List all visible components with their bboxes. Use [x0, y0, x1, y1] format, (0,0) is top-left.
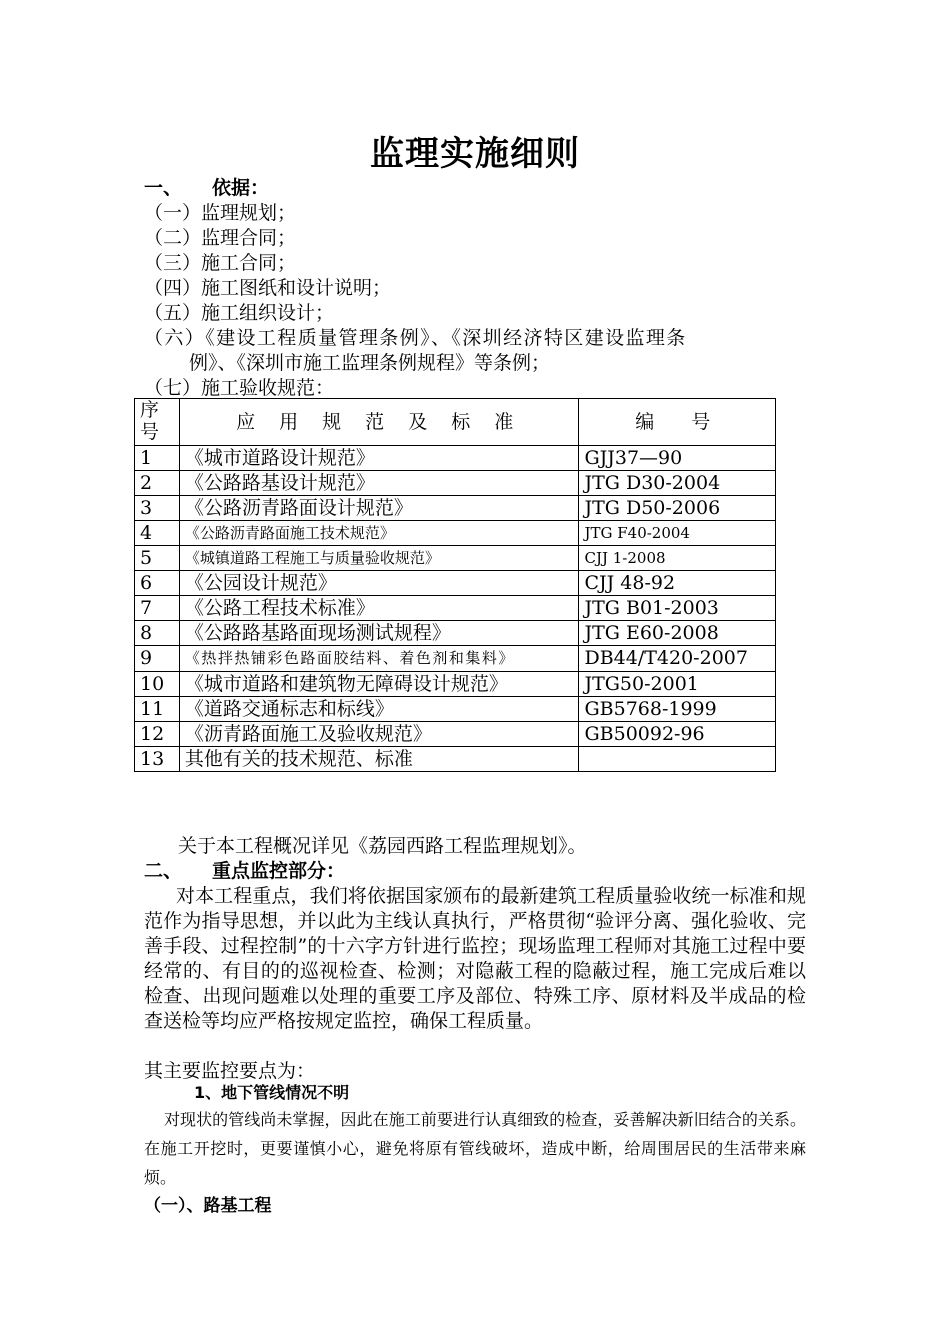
row-standard: 《公路路基设计规范》: [179, 471, 579, 496]
row-no: 6: [135, 571, 180, 596]
row-code: JTG D30-2004: [579, 471, 776, 496]
row-code: GB50092-96: [579, 722, 776, 747]
row-no: 2: [135, 471, 180, 496]
row-standard: 《沥青路面施工及验收规范》: [179, 722, 579, 747]
section-2-heading: [144, 859, 345, 884]
basis-item-7: （七）施工验收规范：: [144, 377, 335, 399]
basis-item-1: （一）监理规划；: [144, 202, 297, 224]
section-1-heading: [144, 176, 269, 201]
row-code: CJJ 1-2008: [579, 546, 776, 571]
basis-item-6: （六）《建设工程质量管理条例》、《深圳经济特区建设监理条: [144, 327, 687, 349]
table-row: [135, 446, 776, 471]
row-code: DB44/T420-2007: [579, 646, 776, 672]
section-2-paragraph: 对本工程重点，我们将依据国家颁布的最新建筑工程质量验收统一标准和规范作为指导思想，并以此为主线认真执行，严格贯彻“验评分离、强化验收、完善手段、过程控制”的十六字方针进行监控；现场监理工程师对其施工过程中要经常的、有目的的巡视检查、检测；对隐蔽工程的隐蔽过程，施工完成后难以检查、出现问题难以处理的重要工序及部位、特殊工序、原材料及半成品的检查送检等均应严格按规定监控，确保工程质量。: [144, 885, 806, 1032]
table-row: [135, 646, 776, 672]
row-no: 12: [135, 722, 180, 747]
table-row: [135, 672, 776, 697]
table-row: [135, 697, 776, 722]
row-no: 13: [135, 747, 180, 772]
row-standard: 其他有关的技术规范、标准: [179, 747, 579, 772]
section-2-title: 重点监控部分：: [212, 860, 346, 882]
row-no: 3: [135, 496, 180, 521]
row-no: 5: [135, 546, 180, 571]
row-standard: 《城市道路和建筑物无障碍设计规范》: [179, 672, 579, 697]
row-code: JTG F40-2004: [579, 521, 776, 546]
row-standard: 《公路路基路面现场测试规程》: [179, 621, 579, 646]
row-code: GJJ37—90: [579, 446, 776, 471]
row-standard: 《城镇道路工程施工与质量验收规范》: [179, 546, 579, 571]
row-no: 9: [135, 646, 180, 672]
row-standard: 《公路沥青路面施工技术规范》: [179, 521, 579, 546]
row-code: GB5768-1999: [579, 697, 776, 722]
table-row: [135, 596, 776, 621]
basis-item-4: （四）施工图纸和设计说明；: [144, 277, 392, 299]
row-standard: 《热拌热铺彩色路面胶结料、着色剂和集料》: [179, 646, 579, 672]
section-1-number: 一、: [144, 177, 183, 199]
table-row: [135, 496, 776, 521]
standards-table: [134, 398, 776, 772]
table-row: [135, 722, 776, 747]
subsection-roadbed: （一）、路基工程: [144, 1196, 272, 1216]
row-standard: 《道路交通标志和标线》: [179, 697, 579, 722]
row-no: 7: [135, 596, 180, 621]
table-row: [135, 521, 776, 546]
points-intro: 其主要监控要点为：: [144, 1060, 316, 1082]
basis-item-3: （三）施工合同；: [144, 252, 297, 274]
basis-item-6-continued: 例》、《深圳市施工监理条例规程》等条例；: [189, 352, 551, 374]
table-row: [135, 546, 776, 571]
point-1-text: 对现状的管线尚未掌握，因此在施工前要进行认真细致的检查，妥善解决新旧结合的关系。在施工开挖时，更要谨慎小心，避免将原有管线破坏，造成中断，给周围居民的生活带来麻烦。: [144, 1110, 806, 1187]
row-standard: 《城市道路设计规范》: [179, 446, 579, 471]
row-no: 10: [135, 672, 180, 697]
document-title: 监理实施细则: [370, 134, 580, 174]
header-code: 编 号: [579, 399, 776, 446]
row-no: 4: [135, 521, 180, 546]
row-code: JTG50-2001: [579, 672, 776, 697]
row-no: 8: [135, 621, 180, 646]
basis-item-2: （二）监理合同；: [144, 227, 297, 249]
row-no: 11: [135, 697, 180, 722]
row-code: CJJ 48-92: [579, 571, 776, 596]
row-standard: 《公路工程技术标准》: [179, 596, 579, 621]
row-code: JTG E60-2008: [579, 621, 776, 646]
row-code: JTG B01-2003: [579, 596, 776, 621]
overview-note: 关于本工程概况详见《荔园西路工程监理规划》。: [178, 835, 587, 857]
basis-item-5: （五）施工组织设计；: [144, 302, 335, 324]
table-row: [135, 747, 776, 772]
table-header-row: [135, 399, 776, 446]
row-no: 1: [135, 446, 180, 471]
table-row: [135, 471, 776, 496]
table-row: [135, 621, 776, 646]
row-code: JTG D50-2006: [579, 496, 776, 521]
section-2-number: 二、: [144, 860, 183, 882]
header-serial: 序号: [135, 399, 180, 446]
point-1-title: 1、地下管线情况不明: [194, 1083, 350, 1102]
section-1-title: 依据：: [212, 177, 270, 199]
table-row: [135, 571, 776, 596]
row-standard: 《公园设计规范》: [179, 571, 579, 596]
row-code: [579, 747, 776, 772]
row-standard: 《公路沥青路面设计规范》: [179, 496, 579, 521]
header-standard: 应 用 规 范 及 标 准: [179, 399, 579, 446]
